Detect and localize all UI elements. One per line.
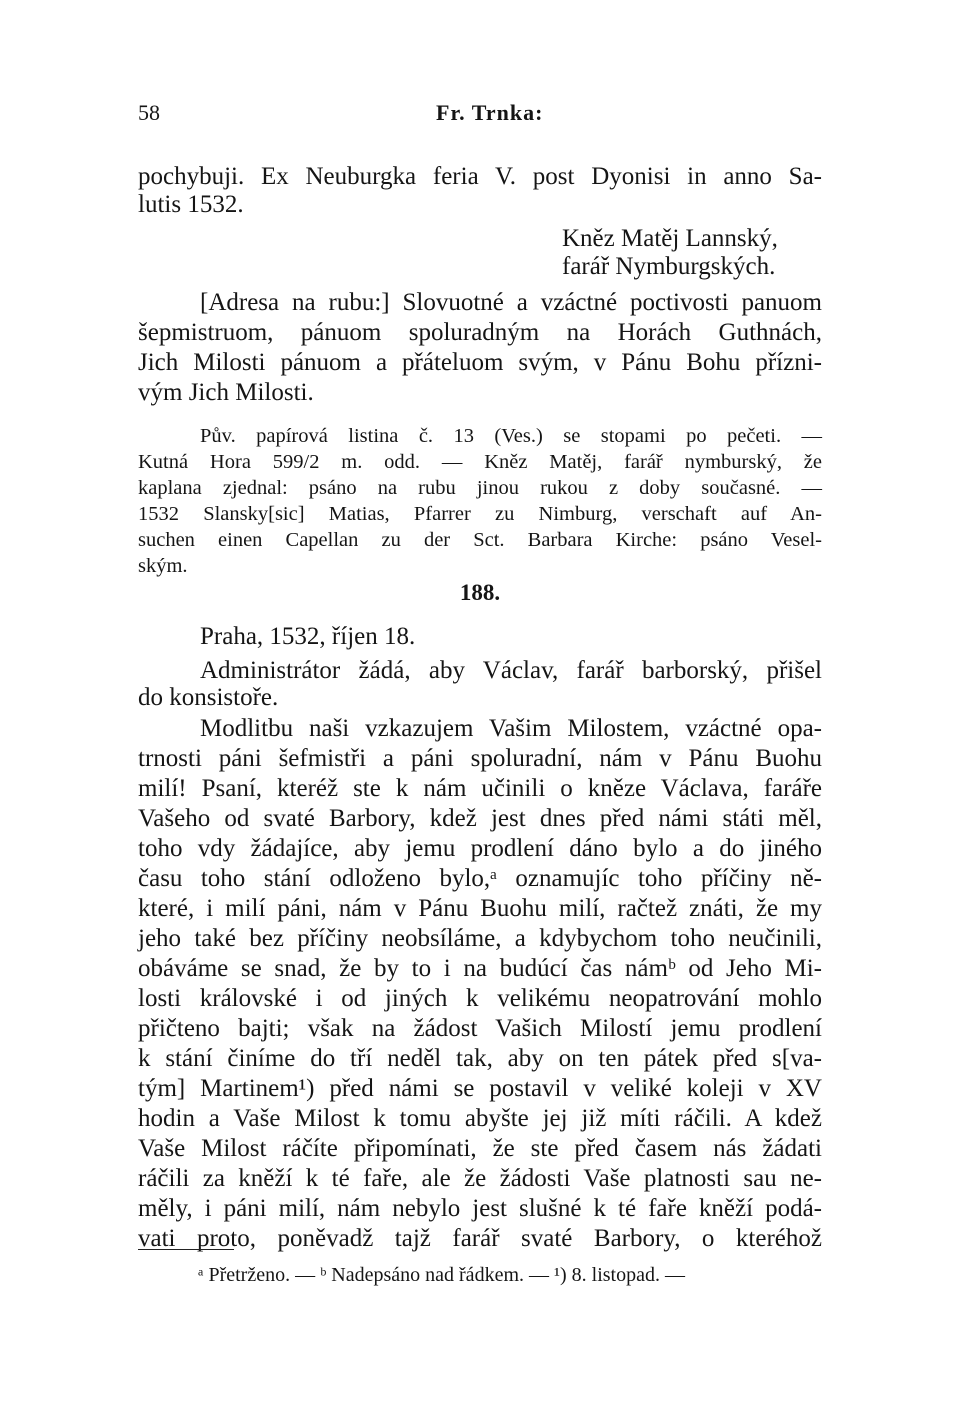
dateline: Praha, 1532, říjen 18. (200, 623, 416, 650)
body-line: obáváme se snad, že by to i na budúcí čas námᵇ od Jeho Mi- (138, 955, 822, 982)
signature-line: Kněz Matěj Lannský, (562, 225, 778, 252)
body-line: Vašeho od svaté Barbory, kdež jest dnes před námi státi měl, (138, 805, 822, 832)
body-line: Modlitbu naši vzkazujem Vašim Milostem, vzáctné opa- (200, 715, 822, 742)
body-line: tým] Martinem¹) před námi se postavil v veliké koleji v XV (138, 1075, 822, 1102)
body-line: vati proto, poněvadž tajž farář svaté Barbory, o kteréhož (138, 1225, 822, 1252)
footnote: ᵃ Přetrženo. — ᵇ Nadepsáno nad řádkem. — ¹) 8. listopad. — (198, 1264, 685, 1286)
note-line: suchen einen Capellan zu der Sct. Barbara Kirche: psáno Vesel- (138, 529, 822, 551)
body-line: hodin a Vaše Milost k tomu abyšte jej již míti ráčili. A kdež (138, 1105, 822, 1132)
body-line: času toho stání odloženo bylo,ᵃ oznamujíc toho příčiny ně- (138, 865, 822, 892)
document-number: 188. (459, 580, 501, 605)
body-line: Vaše Milost ráčíte připomínati, že ste před časem nás žádati (138, 1135, 822, 1162)
body-line: milí! Psaní, kteréž ste k nám učinili o kněze Václava, faráře (138, 775, 822, 802)
address-line: šepmistruom, pánuom spoluradným na Horách Guthnách, (138, 319, 822, 346)
note-line: Kutná Hora 599/2 m. odd. — Kněz Matěj, farář nymburský, že (138, 451, 822, 473)
body-line: losti královské i od jiných k velikému neopatrování mohlo (138, 985, 822, 1012)
address-line: vým Jich Milosti. (138, 379, 314, 406)
body-line: toho vdy žádajíce, aby jemu prodlení dáno bylo a do jiného (138, 835, 822, 862)
body-line: k stání činíme do tří neděl tak, aby on ten pátek před s[va- (138, 1045, 822, 1072)
body-line: které, i milí páni, nám v Pánu Buohu milí, račtež znáti, že my (138, 895, 822, 922)
running-title: Fr. Trnka: (436, 100, 544, 125)
summary-line: Administrátor žádá, aby Václav, farář barborský, přišel (200, 657, 822, 684)
body-line: trnosti páni šefmistři a páni spoluradní, nám v Pánu Buohu (138, 745, 822, 772)
signature-line: farář Nymburgských. (562, 253, 776, 280)
text-line: lutis 1532. (138, 191, 244, 218)
body-line: ráčili za kněží k té faře, ale že žádosti Vaše platnosti sau ne- (138, 1165, 822, 1192)
text-line: pochybuji. Ex Neuburgka feria V. post Dyonisi in anno Sa- (138, 163, 822, 190)
body-line: přičteno bajti; však na žádost Vašich Milostí jemu prodlení (138, 1015, 822, 1042)
note-line: 1532 Slansky[sic] Matias, Pfarrer zu Nimburg, verschaft auf An- (138, 503, 822, 525)
note-line: ským. (138, 555, 188, 577)
address-line: [Adresa na rubu:] Slovuotné a vzáctné poctivosti panuom (200, 289, 822, 316)
body-line: jeho také bez příčiny neobsíláme, a kdybychom toho neučinili, (138, 925, 822, 952)
page-number: 58 (138, 100, 160, 125)
note-line: Pův. papírová listina č. 13 (Ves.) se stopami po pečeti. — (200, 425, 822, 447)
address-line: Jich Milosti pánuom a přáteluom svým, v Pánu Bohu přízni- (138, 349, 822, 376)
note-line: kaplana zjednal: psáno na rubu jinou rukou z doby současné. — (138, 477, 822, 499)
footnote-rule (138, 1249, 234, 1250)
body-line: měly, i páni milí, nám nebylo jest slušné k té faře kněží podá- (138, 1195, 822, 1222)
summary-line: do konsistoře. (138, 684, 279, 711)
